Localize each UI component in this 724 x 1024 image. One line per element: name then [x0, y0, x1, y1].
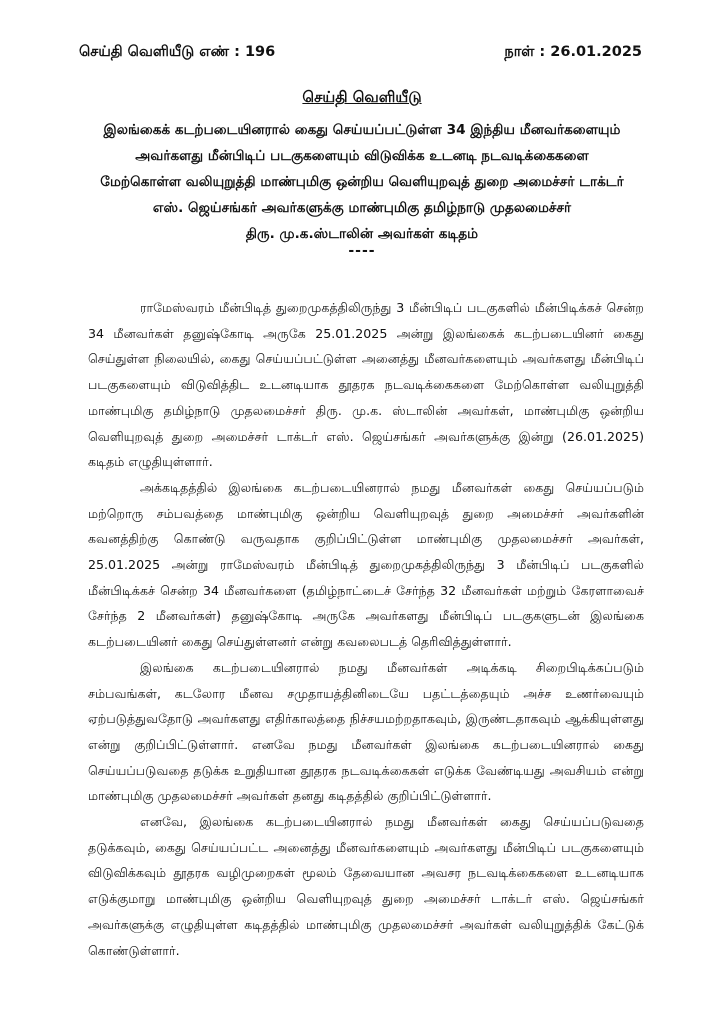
headline	[60, 117, 664, 247]
headline-line: அவர்களது மீன்பிடிப் படகுகளையும் விடுவிக்க உடனடி நடவடிக்கைகளை	[135, 148, 589, 164]
release-date: நாள் : 26.01.2025	[504, 44, 642, 60]
paragraph: எனவே, இலங்கை கடற்படையினரால் நமது மீனவர்கள் கைது செய்யப்படுவதை தடுக்கவும், கைது செய்யப்பட்ட அனைத்து மீனவர்களையும் அவர்களது மீன்பிடிப் படகுகளையும் விடுவிக்கவும் தூதரக வழிமுறைகள் மூலம் தேவையான அவசர நடவடிக்கைகளை உடனடியாக எடுக்குமாறு மாண்புமிகு ஒன்றிய வெளியுறவுத் துறை அமைச்சர் டாக்டர் எஸ். ஜெய்சங்கர் அவர்களுக்கு எழுதியுள்ள கடிதத்தில் மாண்புமிகு முதலமைச்சர் அவர்கள் வலியுறுத்திக் கேட்டுக் கொண்டுள்ளார்.	[88, 814, 644, 958]
headline-line: எஸ். ஜெய்சங்கர் அவர்களுக்கு மாண்புமிகு தமிழ்நாடு முதலமைச்சர்	[152, 200, 572, 216]
release-title: செய்தி வெளியீடு	[302, 88, 422, 106]
body-text	[88, 295, 644, 963]
headline-line: திரு. மு.க.ஸ்டாலின் அவர்கள் கடிதம்	[245, 226, 479, 242]
title-block	[60, 88, 664, 259]
headline-line: மேற்கொள்ள வலியுறுத்தி மாண்புமிகு ஒன்றிய வெளியுறவுத் துறை அமைச்சர் டாக்டர்	[100, 174, 624, 190]
paragraph: அக்கடிதத்தில் இலங்கை கடற்படையினரால் நமது மீனவர்கள் கைது செய்யப்படும் மற்றொரு சம்பவத்தை மாண்புமிகு ஒன்றிய வெளியுறவுத் துறை அமைச்சர் அவர்களின் கவனத்திற்கு கொண்டு வருவதாக குறிப்பிட்டுள்ள மாண்புமிகு முதலமைச்சர் அவர்கள், 25.01.2025 அன்று ராமேஸ்வரம் மீன்பிடித் துறைமுகத்திலிருந்து 3 மீன்பிடிப் படகுகளில் மீன்பிடிக்கச் சென்ற 34 மீனவர்களை (தமிழ்நாட்டைச் சேர்ந்த 32 மீனவர்கள் மற்றும் கேரளாவைச் சேர்ந்த 2 மீனவர்கள்) தனுஷ்கோடி அருகே அவர்களது மீன்பிடிப் படகுகளுடன் இலங்கை கடற்படையினர் கைது செய்துள்ளனர் என்று கவலைபடத் தெரிவித்துள்ளார்.	[88, 479, 644, 650]
paragraph: ராமேஸ்வரம் மீன்பிடித் துறைமுகத்திலிருந்து 3 மீன்பிடிப் படகுகளில் மீன்பிடிக்கச் சென்ற 34 மீனவர்கள் தனுஷ்கோடி அருகே 25.01.2025 அன்று இலங்கைக் கடற்படையினர் கைது செய்துள்ள நிலையில், கைது செய்யப்பட்டுள்ள அனைத்து மீனவர்களையும் அவர்களது மீன்பிடிப் படகுகளையும் விடுவித்திட உடனடியாக தூதரக நடவடிக்கைகளை மேற்கொள்ள வலியுறுத்தி மாண்புமிகு தமிழ்நாடு முதலமைச்சர் திரு. மு.க. ஸ்டாலின் அவர்கள், மாண்புமிகு ஒன்றிய வெளியுறவுத் துறை அமைச்சர் டாக்டர் எஸ். ஜெய்சங்கர் அவர்களுக்கு இன்று (26.01.2025) கடிதம் எழுதியுள்ளார்.	[88, 300, 644, 470]
document-header	[79, 44, 642, 62]
release-number: செய்தி வெளியீடு எண் : 196	[79, 44, 276, 60]
paragraph: இலங்கை கடற்படையினரால் நமது மீனவர்கள் அடிக்கடி சிறைபிடிக்கப்படும் சம்பவங்கள், கடலோர மீனவ சமுதாயத்தினிடையே பதட்டத்தையும் அச்ச உணர்வையும் ஏற்படுத்துவதோடு அவர்களது எதிர்காலத்தை நிச்சயமற்றதாகவும், இருண்டதாகவும் ஆக்கியுள்ளது என்று குறிப்பிட்டுள்ளார். எனவே நமது மீனவர்கள் இலங்கை கடற்படையினரால் கைது செய்யப்படுவதை தடுக்க உறுதியான தூதரக நடவடிக்கைகள் எடுக்க வேண்டியது அவசியம் என்று மாண்புமிகு முதலமைச்சர் அவர்கள் தனது கடிதத்தில் குறிப்பிட்டுள்ளார்.	[88, 659, 644, 804]
headline-line: இலங்கைக் கடற்படையினரால் கைது செய்யப்பட்டுள்ள 34 இந்திய மீனவர்களையும்	[103, 122, 621, 138]
separator: ----	[348, 243, 376, 259]
